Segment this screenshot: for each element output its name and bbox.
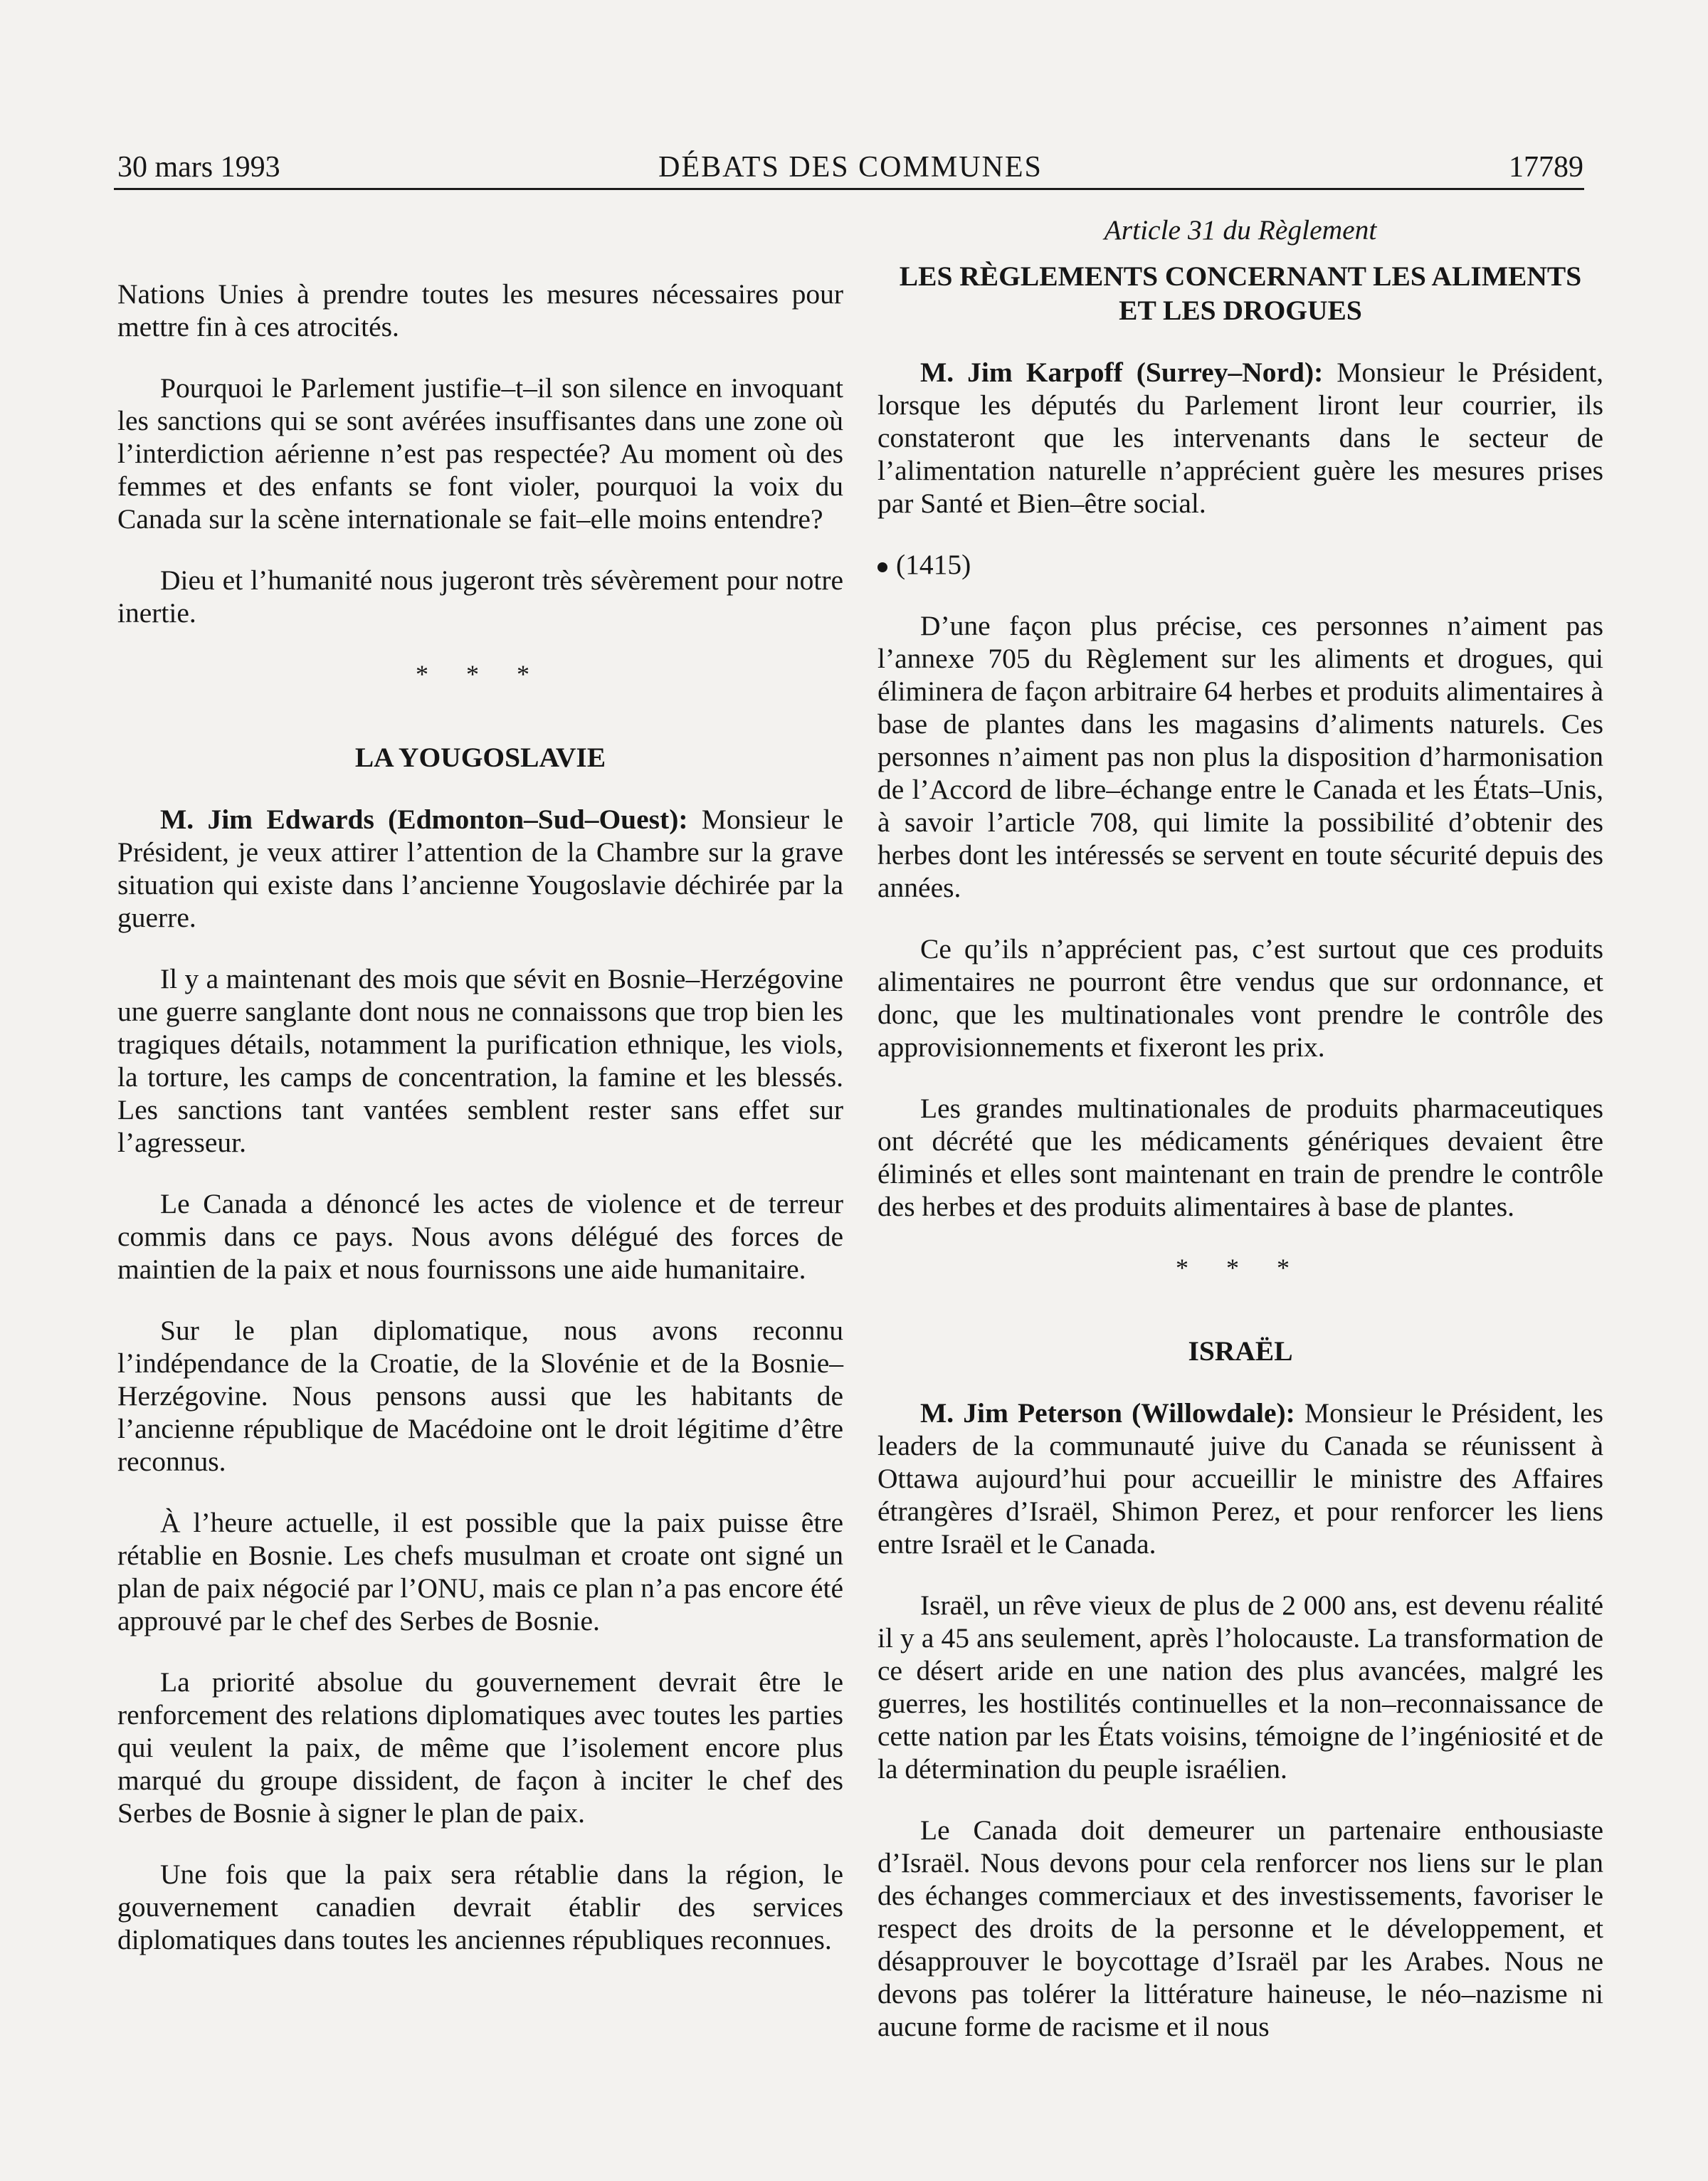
section-subtitle: Article 31 du Règlement: [1104, 214, 1377, 246]
speech-text: Monsieur le Président, je veux attirer l’attention de la Chambre sur la grave situation qui existe dans l’ancienne Yougoslavie déchirée par la guerre.: [117, 804, 843, 933]
header-rule: [114, 188, 1584, 190]
section-heading: ISRAËL: [1188, 1335, 1293, 1367]
header-page-number: 17789: [1509, 151, 1583, 184]
paragraph: Le Canada a dénoncé les actes de violence et de terreur commis dans ce pays. Nous avons délégué des forces de maintien de la paix et nous fournissons une aide humanitaire.: [117, 1188, 843, 1285]
section-separator: * * *: [416, 660, 545, 688]
paragraph: Les grandes multinationales de produits pharmaceutiques ont décrété que les médicaments génériques devaient être éliminés et elles sont maintenant en train de prendre le contrôle des herbes et des produits alimentaires à base de plantes.: [877, 1093, 1603, 1222]
left-column: [117, 214, 843, 1985]
paragraph: Nations Unies à prendre toutes les mesures nécessaires pour mettre fin à ces atrocités.: [117, 278, 843, 342]
paragraph: Il y a maintenant des mois que sévit en Bosnie–Herzégovine une guerre sanglante dont nous ne connaissons que trop bien les tragiques détails, notamment la purification ethnique, les viols, la torture, les camps de concentration, la famine et les blessés. Les sanctions tant vantées semblent rester sans effet sur l’agresseur.: [117, 963, 843, 1158]
bullet-icon: [877, 562, 887, 572]
speaker-name: M. Jim Peterson (Willowdale):: [920, 1397, 1295, 1429]
paragraph: [877, 1397, 1603, 1560]
header-date: 30 mars 1993: [117, 151, 280, 184]
paragraph: La priorité absolue du gouvernement devrait être le renforcement des relations diplomatiques avec toutes les parties qui veulent la paix, de même que l’isolement encore plus marqué du groupe dissident, de façon à inciter le chef des Serbes de Bosnie à signer le plan de paix.: [117, 1666, 843, 1829]
timestamp: [877, 548, 1603, 581]
timestamp-text: (1415): [896, 549, 971, 580]
paragraph: Une fois que la paix sera rétablie dans la région, le gouvernement canadien devrait établir des services diplomatiques dans toutes les anciennes républiques reconnues.: [117, 1859, 843, 1955]
paragraph: Ce qu’ils n’apprécient pas, c’est surtout que ces produits alimentaires ne pourront être vendus que sur ordonnance, et donc, que les multinationales vont prendre le contrôle des approvisionnements et fixeront les prix.: [877, 933, 1603, 1063]
speaker-name: M. Jim Edwards (Edmonton–Sud–Ouest):: [160, 804, 688, 835]
speaker-name: M. Jim Karpoff (Surrey–Nord):: [920, 357, 1324, 388]
paragraph: D’une façon plus précise, ces personnes n’aiment pas l’annexe 705 du Règlement sur les aliments et drogues, qui éliminera de façon arbitraire 64 herbes et produits alimentaires à base de plantes dans les magasins d’aliments naturels. Ces personnes n’aiment pas non plus la disposition d’harmonisation de l’Accord de libre–échange entre le Canada et les États–Unis, à savoir l’article 708, qui limite la possibilité d’obtenir des herbes dont les intéressés se servent en toute sécurité depuis des années.: [877, 610, 1603, 903]
paragraph: Sur le plan diplomatique, nous avons reconnu l’indépendance de la Croatie, de la Slovénie et de la Bosnie–Herzégovine. Nous pensons aussi que les habitants de l’ancienne république de Macédoine ont le droit légitime d’être reconnus.: [117, 1315, 843, 1477]
header-title: DÉBATS DES COMMUNES: [658, 151, 1043, 184]
paragraph: Dieu et l’humanité nous jugeront très sévèrement pour notre inertie.: [117, 564, 843, 629]
section-heading: LES RÈGLEMENTS CONCERNANT LES ALIMENTS ET LES DROGUES: [899, 261, 1582, 326]
section-heading: LA YOUGOSLAVIE: [354, 742, 606, 773]
section-separator: * * *: [1176, 1254, 1305, 1282]
paragraph: [117, 803, 843, 934]
paragraph: Le Canada doit demeurer un partenaire enthousiaste d’Israël. Nous devons pour cela renforcer nos liens sur le plan des échanges commerciaux et des investissements, favoriser le respect des droits de la personne et le développement, et désapprouver le boycottage d’Israël par les Arabes. Nous ne devons pas tolérer la littérature haineuse, le néo–nazisme ni aucune forme de racisme et il nous: [877, 1814, 1603, 2042]
paragraph: [877, 356, 1603, 520]
right-column: [877, 214, 1603, 2043]
paragraph: À l’heure actuelle, il est possible que la paix puisse être rétablie en Bosnie. Les chefs musulman et croate ont signé un plan de paix négocié par l’ONU, mais ce plan n’a pas encore été approuvé par le chef des Serbes de Bosnie.: [117, 1507, 843, 1636]
paragraph: Pourquoi le Parlement justifie–t–il son silence en invoquant les sanctions qui se sont avérées insuffisantes dans une zone où l’interdiction aérienne n’est pas respectée? Au moment où des femmes et des enfants se font violer, pourquoi la voix du Canada sur la scène internationale se fait–elle moins entendre?: [117, 372, 843, 535]
speech-text: Monsieur le Président, les leaders de la communauté juive du Canada se réunissent à Ottawa aujourd’hui pour accueillir le ministre des Affaires étrangères d’Israël, Shimon Perez, et pour renforcer les liens entre Israël et le Canada.: [877, 1397, 1604, 1560]
paragraph: Israël, un rêve vieux de plus de 2 000 ans, est devenu réalité il y a 45 ans seulement, après l’holocauste. La transformation de ce désert aride en une nation des plus avancées, malgré les guerres, les hostilités continuelles et la non–reconnaissance de cette nation par les États voisins, témoigne de l’ingéniosité et de la détermination du peuple israélien.: [877, 1589, 1603, 1785]
page-header: [117, 145, 1583, 189]
speech-text: Monsieur le Président, lorsque les députés du Parlement liront leur courrier, ils constateront que les intervenants dans le secteur de l’alimentation naturelle n’apprécient guère les mesures prises par Santé et Bien–être social.: [877, 357, 1604, 519]
